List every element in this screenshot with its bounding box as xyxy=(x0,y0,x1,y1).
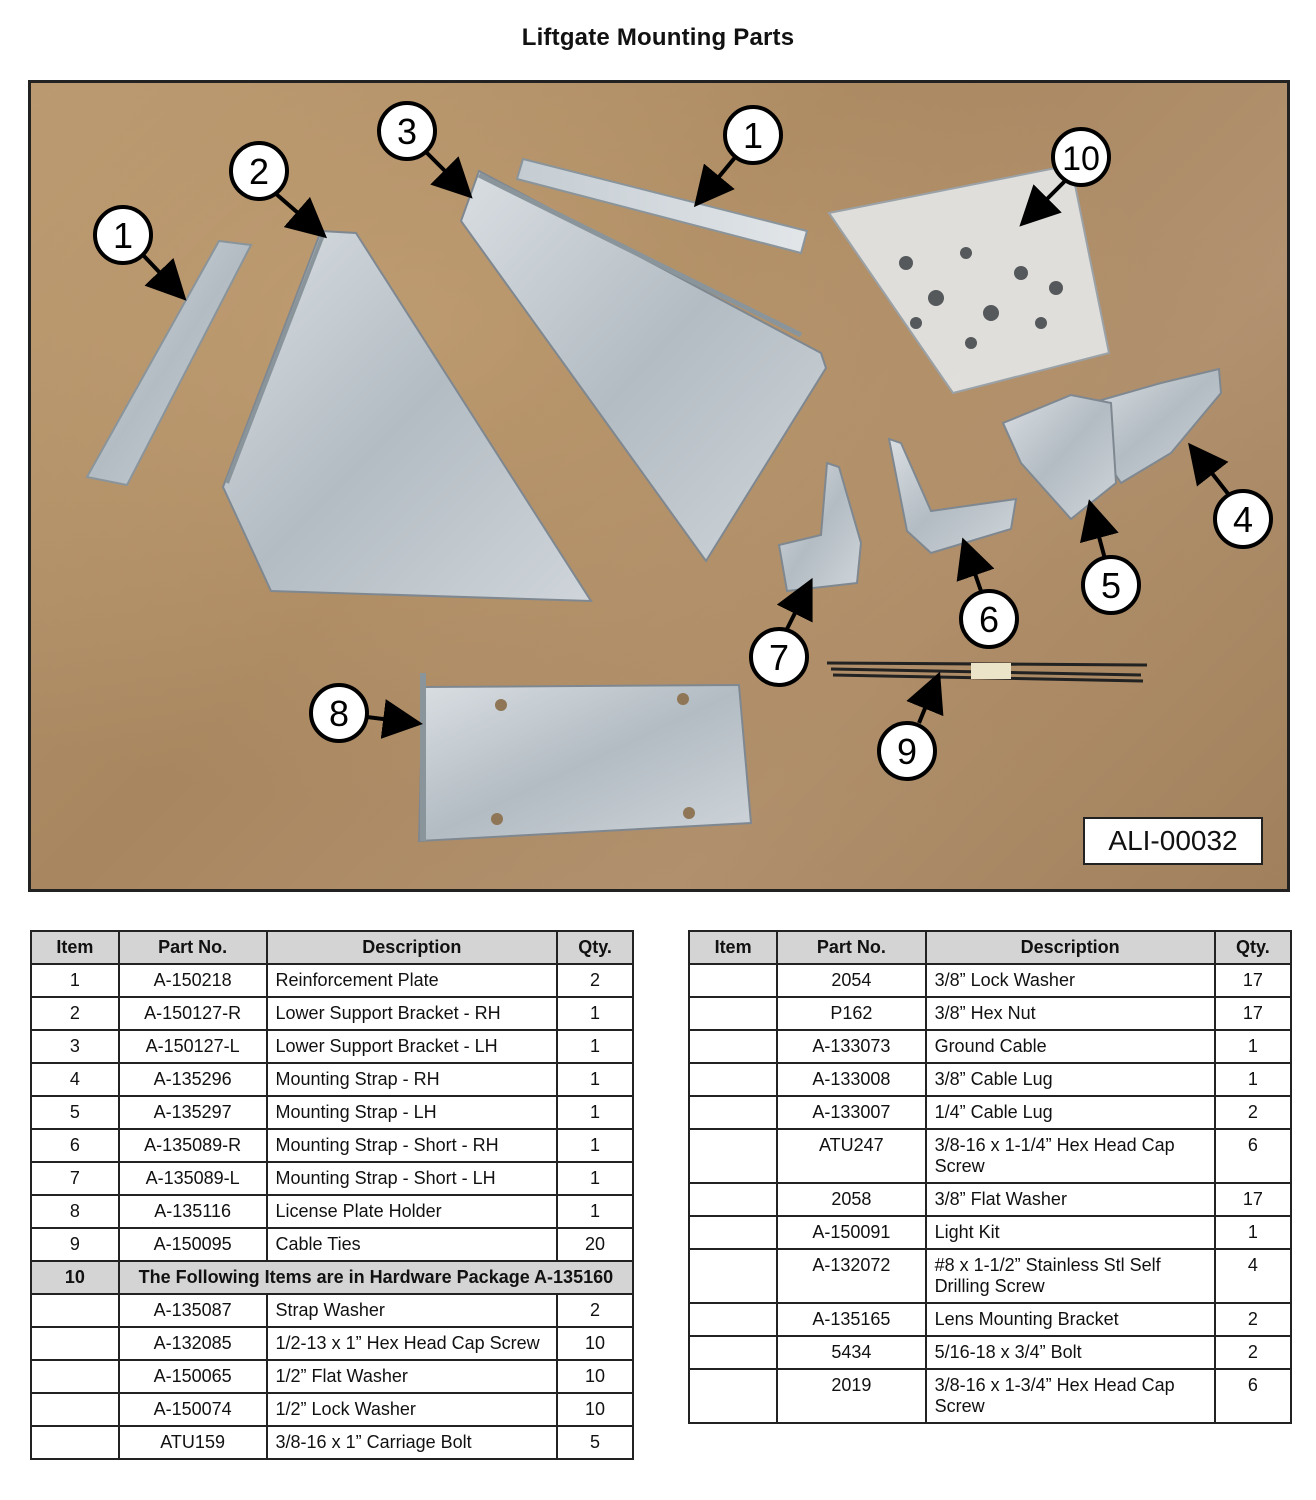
callout-10 xyxy=(1053,129,1109,185)
cell-description: 3/8” Cable Lug xyxy=(926,1063,1215,1096)
cell-item xyxy=(689,1096,777,1129)
cell-qty: 1 xyxy=(557,1129,633,1162)
cell-part-no: ATU247 xyxy=(777,1129,925,1183)
cell-item xyxy=(689,1129,777,1183)
cell-qty: 20 xyxy=(557,1228,633,1261)
cell-description: 1/2-13 x 1” Hex Head Cap Screw xyxy=(267,1327,558,1360)
cell-description: License Plate Holder xyxy=(267,1195,558,1228)
cell-qty: 6 xyxy=(1215,1369,1291,1423)
table-row xyxy=(31,1327,633,1360)
figure-id-label: ALI-00032 xyxy=(1083,817,1263,865)
cell-item xyxy=(689,997,777,1030)
table-row xyxy=(689,1303,1291,1336)
cell-description: Light Kit xyxy=(926,1216,1215,1249)
cell-description: Lower Support Bracket - LH xyxy=(267,1030,558,1063)
header-description: Description xyxy=(926,931,1215,964)
table-row xyxy=(31,1063,633,1096)
part-reinforcement-plate-left xyxy=(87,241,251,485)
cell-description: 3/8” Lock Washer xyxy=(926,964,1215,997)
cell-qty: 1 xyxy=(1215,1216,1291,1249)
cell-item: 7 xyxy=(31,1162,119,1195)
header-description: Description xyxy=(267,931,558,964)
table-row xyxy=(689,997,1291,1030)
cell-description: Reinforcement Plate xyxy=(267,964,558,997)
callout-3 xyxy=(379,103,435,159)
cell-qty: 2 xyxy=(557,1294,633,1327)
part-mounting-strap-short-rh xyxy=(889,439,1016,553)
cell-description: Strap Washer xyxy=(267,1294,558,1327)
cell-qty: 17 xyxy=(1215,964,1291,997)
table-row xyxy=(31,1195,633,1228)
cell-description: 1/2” Flat Washer xyxy=(267,1360,558,1393)
parts-table-left xyxy=(30,930,634,1460)
cell-qty: 2 xyxy=(1215,1096,1291,1129)
table-row xyxy=(31,1162,633,1195)
cell-item xyxy=(689,1336,777,1369)
part-hardware-bag xyxy=(829,165,1109,393)
table-row xyxy=(689,1063,1291,1096)
cell-part-no: A-150127-R xyxy=(119,997,267,1030)
cell-qty: 1 xyxy=(557,1030,633,1063)
callout-2 xyxy=(231,143,287,199)
cell-description: Ground Cable xyxy=(926,1030,1215,1063)
table-row xyxy=(689,1030,1291,1063)
cell-item xyxy=(689,1249,777,1303)
table-row xyxy=(31,1096,633,1129)
cell-item xyxy=(689,1303,777,1336)
table-row xyxy=(689,964,1291,997)
callout-9 xyxy=(879,723,935,779)
cell-part-no: A-135116 xyxy=(119,1195,267,1228)
cell-description: #8 x 1-1/2” Stainless Stl Self Drilling Screw xyxy=(926,1249,1215,1303)
callout-8 xyxy=(311,685,367,741)
table-row xyxy=(31,1228,633,1261)
cell-item xyxy=(31,1426,119,1459)
cell-qty: 17 xyxy=(1215,1183,1291,1216)
cell-item xyxy=(689,1216,777,1249)
svg-text:1: 1 xyxy=(112,215,134,256)
cell-part-no: A-150127-L xyxy=(119,1030,267,1063)
cell-item xyxy=(31,1294,119,1327)
cell-item: 3 xyxy=(31,1030,119,1063)
cell-qty: 10 xyxy=(557,1360,633,1393)
table-header-row xyxy=(31,931,633,964)
cell-part-no: A-150065 xyxy=(119,1360,267,1393)
table-row xyxy=(689,1249,1291,1303)
parts-table-left-body xyxy=(31,964,633,1459)
svg-text:9: 9 xyxy=(896,731,918,772)
cell-item xyxy=(31,1393,119,1426)
cell-item: 5 xyxy=(31,1096,119,1129)
cell-qty: 10 xyxy=(557,1393,633,1426)
callout-1a xyxy=(95,207,151,263)
cell-description: Mounting Strap - LH xyxy=(267,1096,558,1129)
cell-part-no: A-132085 xyxy=(119,1327,267,1360)
cell-part-no: P162 xyxy=(777,997,925,1030)
cell-qty: 17 xyxy=(1215,997,1291,1030)
cell-qty: 1 xyxy=(1215,1030,1291,1063)
cell-qty: 4 xyxy=(1215,1249,1291,1303)
cell-part-no: 5434 xyxy=(777,1336,925,1369)
parts-photo xyxy=(28,80,1290,892)
svg-text:7: 7 xyxy=(768,637,790,678)
cell-description: 1/4” Cable Lug xyxy=(926,1096,1215,1129)
cell-description: 5/16-18 x 3/4” Bolt xyxy=(926,1336,1215,1369)
cell-description: Lower Support Bracket - RH xyxy=(267,997,558,1030)
cell-part-no: A-135296 xyxy=(119,1063,267,1096)
cell-part-no: A-150091 xyxy=(777,1216,925,1249)
callout-6 xyxy=(961,591,1017,647)
cell-part-no: A-135089-L xyxy=(119,1162,267,1195)
cell-part-no: A-135165 xyxy=(777,1303,925,1336)
parts-table-right xyxy=(688,930,1292,1424)
cell-part-no: A-132072 xyxy=(777,1249,925,1303)
header-qty: Qty. xyxy=(557,931,633,964)
cell-item: 8 xyxy=(31,1195,119,1228)
cell-part-no: A-135087 xyxy=(119,1294,267,1327)
cell-part-no: A-135089-R xyxy=(119,1129,267,1162)
cell-part-no: 2019 xyxy=(777,1369,925,1423)
cell-description: 3/8-16 x 1-3/4” Hex Head Cap Screw xyxy=(926,1369,1215,1423)
svg-text:1: 1 xyxy=(742,115,764,156)
cell-qty: 1 xyxy=(557,1162,633,1195)
cell-description: Mounting Strap - Short - LH xyxy=(267,1162,558,1195)
table-row xyxy=(689,1216,1291,1249)
cell-description: 3/8” Hex Nut xyxy=(926,997,1215,1030)
cell-item: 1 xyxy=(31,964,119,997)
cell-item xyxy=(689,1030,777,1063)
table-row xyxy=(689,1096,1291,1129)
cell-qty: 1 xyxy=(557,997,633,1030)
table-row xyxy=(31,1030,633,1063)
svg-text:5: 5 xyxy=(1100,565,1122,606)
svg-text:3: 3 xyxy=(396,111,418,152)
cell-qty: 1 xyxy=(557,1063,633,1096)
cell-part-no: 2058 xyxy=(777,1183,925,1216)
cell-part-no: A-133007 xyxy=(777,1096,925,1129)
cell-description: Lens Mounting Bracket xyxy=(926,1303,1215,1336)
header-item: Item xyxy=(31,931,119,964)
cell-part-no: A-133073 xyxy=(777,1030,925,1063)
header-qty: Qty. xyxy=(1215,931,1291,964)
cell-item: 2 xyxy=(31,997,119,1030)
callout-7 xyxy=(751,629,807,685)
callout-1b xyxy=(725,107,781,163)
cell-part-no: A-133008 xyxy=(777,1063,925,1096)
table-row xyxy=(689,1336,1291,1369)
cell-qty: 2 xyxy=(1215,1303,1291,1336)
header-part-no: Part No. xyxy=(119,931,267,964)
cell-qty: 10 xyxy=(557,1327,633,1360)
table-row xyxy=(31,964,633,997)
part-mounting-strap-lh xyxy=(1003,395,1116,519)
table-row xyxy=(31,997,633,1030)
cell-item: 6 xyxy=(31,1129,119,1162)
cell-item xyxy=(31,1327,119,1360)
table-row xyxy=(689,1183,1291,1216)
cell-description: 3/8-16 x 1” Carriage Bolt xyxy=(267,1426,558,1459)
cell-description: Cable Ties xyxy=(267,1228,558,1261)
cell-qty: 5 xyxy=(557,1426,633,1459)
cell-part-no: ATU159 xyxy=(119,1426,267,1459)
cell-qty: 1 xyxy=(1215,1063,1291,1096)
parts-table-right-body xyxy=(689,964,1291,1423)
cell-qty: 1 xyxy=(557,1195,633,1228)
cell-item: 9 xyxy=(31,1228,119,1261)
callout-5 xyxy=(1083,557,1139,613)
cell-item: 4 xyxy=(31,1063,119,1096)
cell-item: 10 xyxy=(31,1261,119,1294)
page-title: Liftgate Mounting Parts xyxy=(521,24,795,51)
table-header-row xyxy=(689,931,1291,964)
table-row xyxy=(31,1129,633,1162)
table-row xyxy=(31,1426,633,1459)
part-mounting-strap-short-lh xyxy=(779,463,861,591)
cell-item xyxy=(31,1360,119,1393)
hardware-package-row xyxy=(31,1261,633,1294)
parts-illustration xyxy=(31,83,1287,889)
svg-text:8: 8 xyxy=(328,693,350,734)
cell-item xyxy=(689,1183,777,1216)
cell-item xyxy=(689,1369,777,1423)
cell-part-no: A-150095 xyxy=(119,1228,267,1261)
svg-text:6: 6 xyxy=(978,599,1000,640)
cell-part-no: 2054 xyxy=(777,964,925,997)
svg-text:4: 4 xyxy=(1232,499,1254,540)
cell-description: 1/2” Lock Washer xyxy=(267,1393,558,1426)
cell-qty: 6 xyxy=(1215,1129,1291,1183)
callout-4 xyxy=(1215,491,1271,547)
header-item: Item xyxy=(689,931,777,964)
table-row xyxy=(689,1369,1291,1423)
cell-item xyxy=(689,964,777,997)
header-part-no: Part No. xyxy=(777,931,925,964)
cell-description: Mounting Strap - RH xyxy=(267,1063,558,1096)
cell-qty: 2 xyxy=(557,964,633,997)
svg-text:10: 10 xyxy=(1062,140,1100,178)
cell-qty: 2 xyxy=(1215,1336,1291,1369)
hardware-package-heading: The Following Items are in Hardware Package A-135160 xyxy=(119,1261,633,1294)
cell-part-no: A-135297 xyxy=(119,1096,267,1129)
cell-description: 3/8-16 x 1-1/4” Hex Head Cap Screw xyxy=(926,1129,1215,1183)
cell-part-no: A-150218 xyxy=(119,964,267,997)
cell-item xyxy=(689,1063,777,1096)
table-row xyxy=(31,1393,633,1426)
cell-part-no: A-150074 xyxy=(119,1393,267,1426)
part-license-plate-holder xyxy=(419,685,751,841)
cell-description: 3/8” Flat Washer xyxy=(926,1183,1215,1216)
cell-qty: 1 xyxy=(557,1096,633,1129)
table-row xyxy=(31,1294,633,1327)
cell-description: Mounting Strap - Short - RH xyxy=(267,1129,558,1162)
table-row xyxy=(689,1129,1291,1183)
svg-text:2: 2 xyxy=(248,151,270,192)
table-row xyxy=(31,1360,633,1393)
